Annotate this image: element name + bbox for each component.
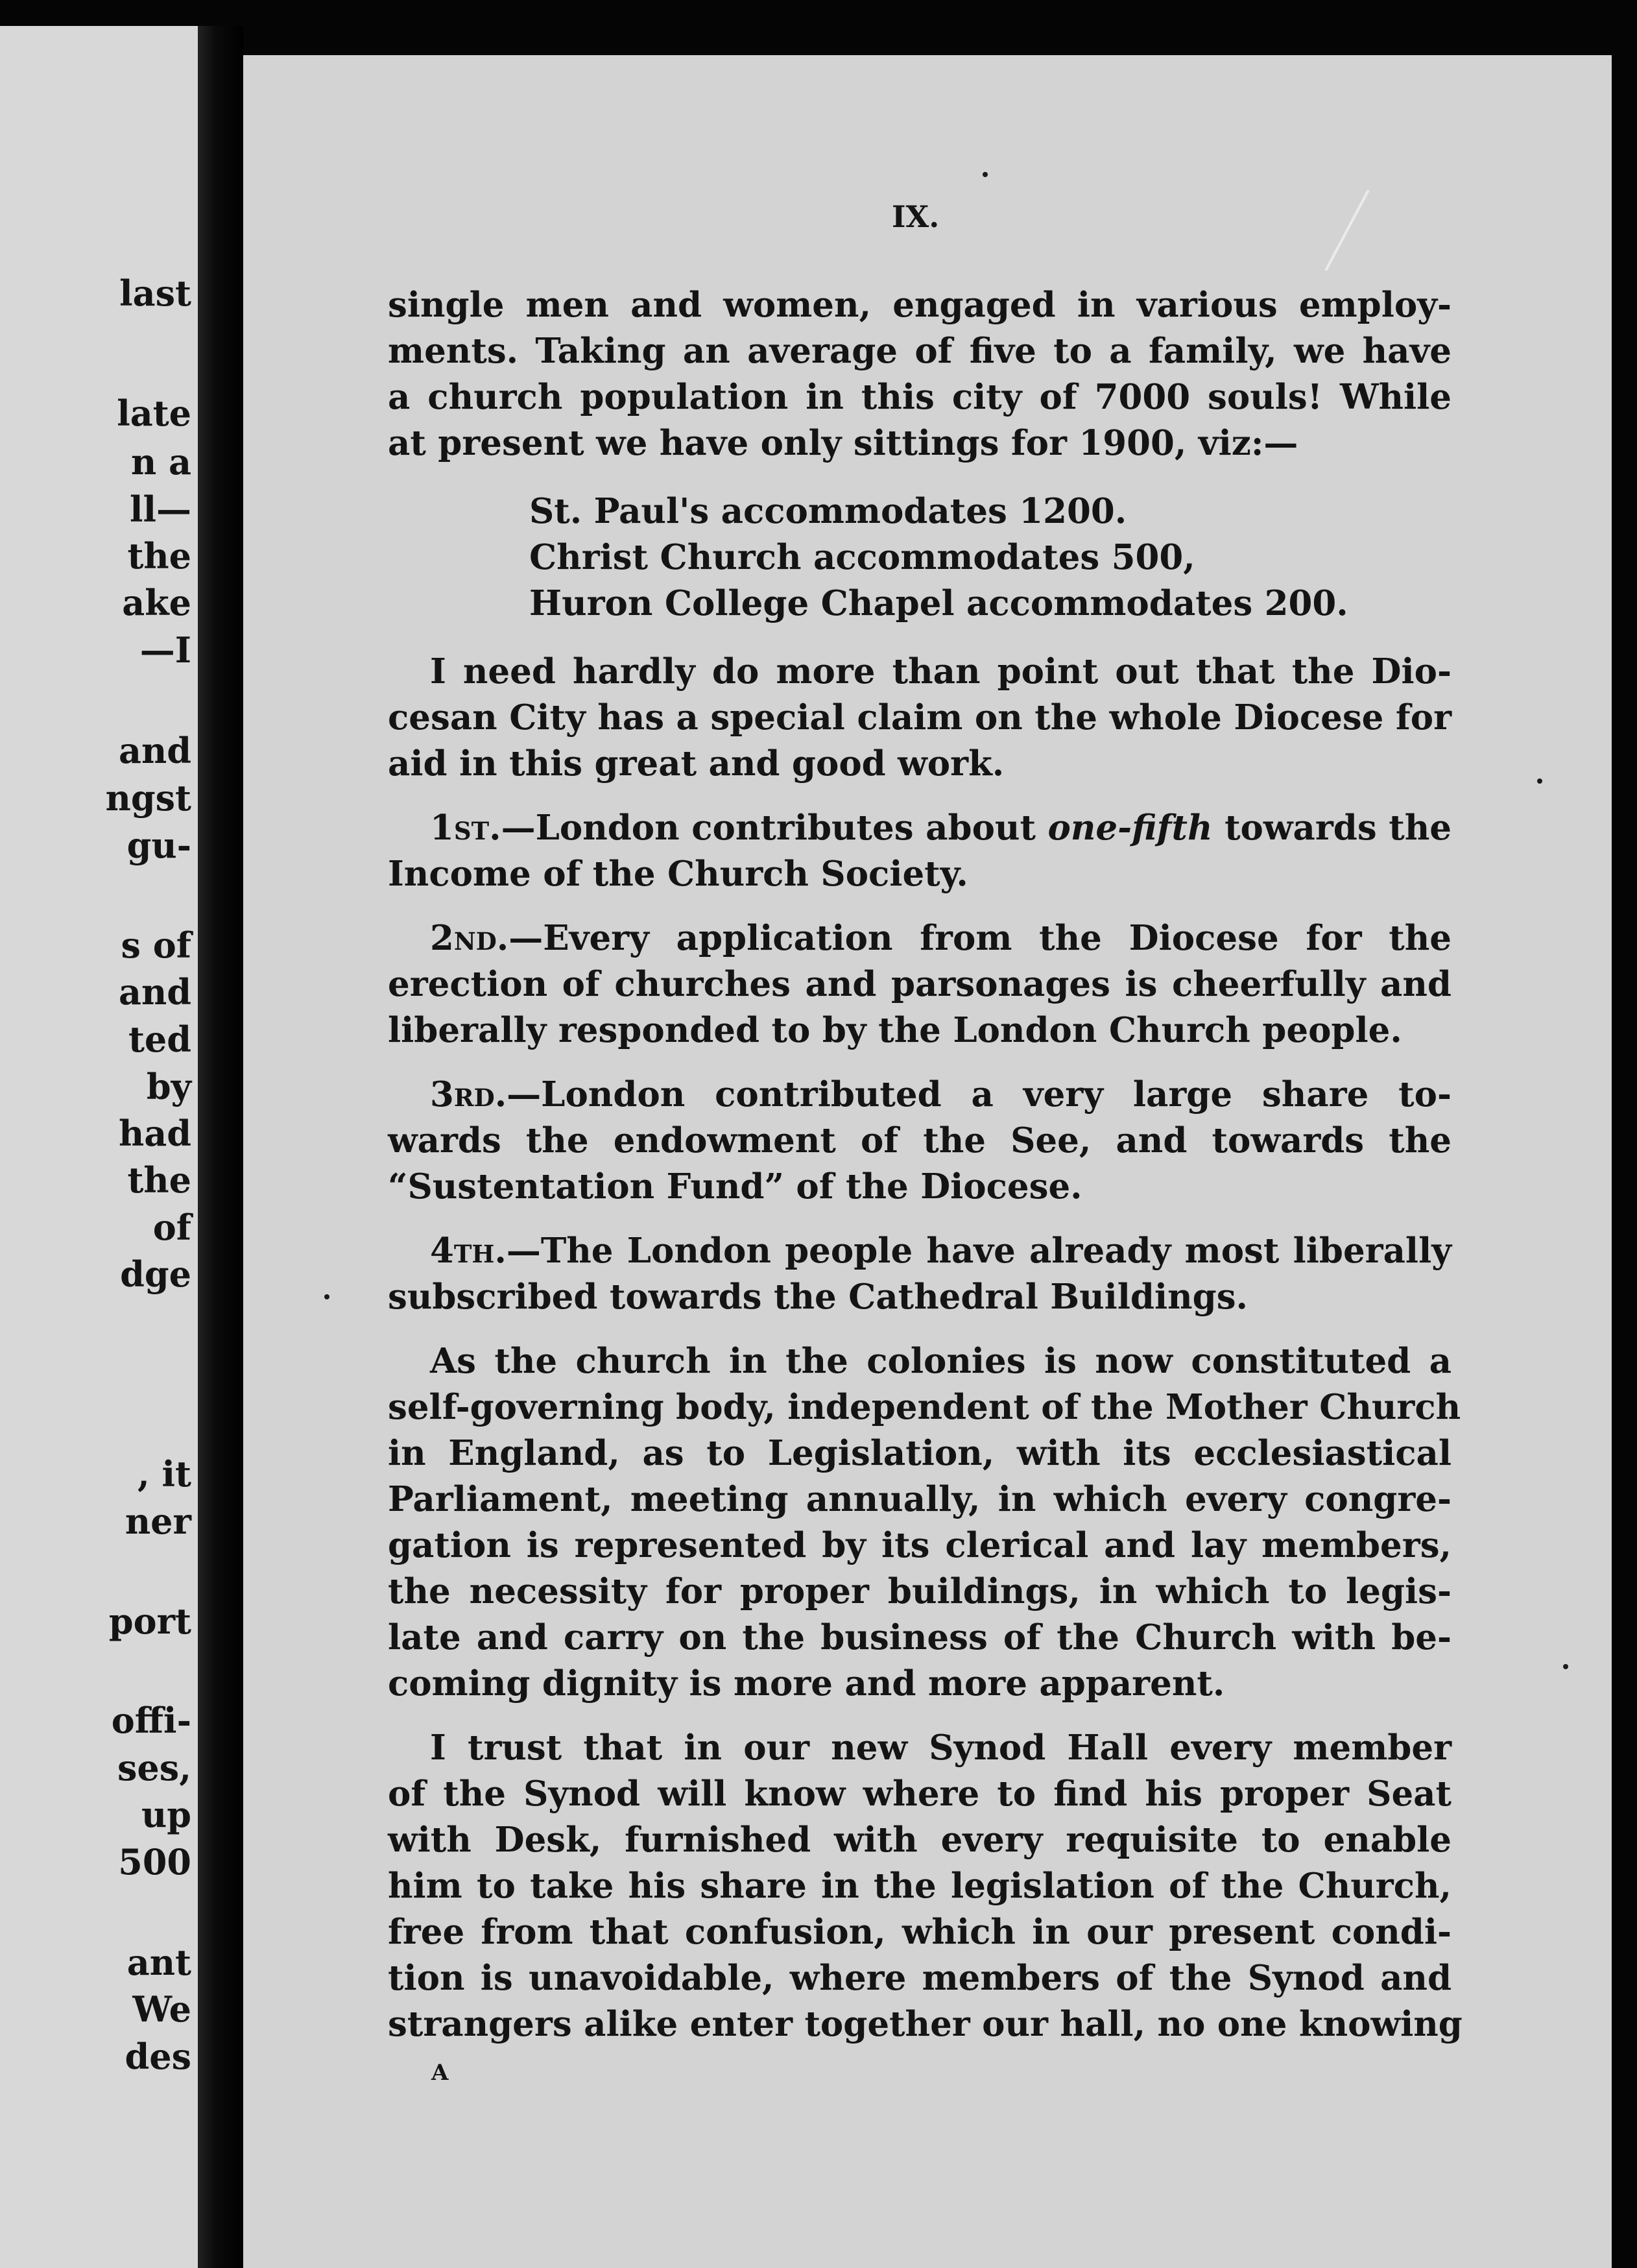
text-line: subscribed towards the Cathedral Buildings. (388, 1277, 1248, 1317)
text-line: I need hardly do more than point out that the Dio- (430, 651, 1452, 692)
prev-page-fragment: We (132, 1988, 191, 2030)
prev-page-fragment: port (108, 1600, 191, 1642)
book-gutter (198, 26, 243, 2268)
text-line: at present we have only sittings for 1900, viz:— (388, 423, 1298, 463)
prev-page-fragment: ll— (129, 489, 191, 530)
text-line: I trust that in our new Synod Hall every member (430, 1728, 1452, 1768)
text-line: self-governing body, independent of the Mother Church (388, 1387, 1461, 1427)
prev-page-fragment: ant (126, 1942, 191, 1983)
prev-page-fragment: ake (122, 582, 191, 623)
signature-mark: A (431, 2060, 449, 2086)
text-line (388, 915, 1452, 961)
text-line: As the church in the colonies is now constituted a (430, 1341, 1452, 1381)
text-line: gation is represented by its clerical and lay members, (388, 1525, 1452, 1565)
book-page (243, 55, 1612, 2268)
scan-scratch-mark (1324, 189, 1369, 271)
prev-page-fragment: n a (130, 441, 191, 483)
text-line: ments. Taking an average of five to a family, we have (388, 331, 1452, 371)
page-folio: IX. (892, 199, 940, 234)
text-line: cesan City has a special claim on the whole Diocese for (388, 697, 1452, 738)
text-line: aid in this great and good work. (388, 743, 1005, 784)
prev-page-fragment: ner (125, 1501, 191, 1542)
text-line: a church population in this city of 7000 souls! While (388, 377, 1452, 417)
prev-page-fragment: 500 (118, 1841, 191, 1883)
prev-page-fragment: ted (128, 1019, 191, 1060)
text-line: wards the endowment of the See, and towards the (388, 1120, 1452, 1161)
prev-page-fragment: ses, (117, 1747, 191, 1789)
claim-item-4 (388, 1228, 1452, 1320)
prev-page-fragment: ngst (105, 777, 191, 819)
text-line: him to take his share in the legislation of the Church, (388, 1866, 1452, 1906)
sittings-item: St. Paul's accommodates 1200. (529, 491, 1127, 531)
sittings-item: Huron College Chapel accommodates 200. (529, 583, 1348, 623)
sittings-list (388, 489, 1452, 627)
prev-page-fragment: the (127, 1159, 191, 1201)
item-text: towards the (1212, 808, 1452, 848)
scan-speck (324, 1294, 329, 1299)
prev-page-fragment: late (117, 392, 191, 434)
prev-page-fragment: , it (137, 1453, 191, 1495)
scan-speck (1563, 1664, 1568, 1669)
text-line: with Desk, furnished with every requisite to enable (388, 1820, 1452, 1860)
item-ordinal: 3rd. (430, 1074, 507, 1115)
claim-item-3 (388, 1072, 1452, 1210)
item-text: —The London people have already most liberally (506, 1231, 1452, 1271)
item-text: —London contributes about (501, 808, 1048, 848)
text-line: free from that confusion, which in our present condi- (388, 1912, 1452, 1952)
prev-page-fragment: —I (139, 629, 191, 671)
prev-page-fragment: by (146, 1066, 191, 1107)
opening-paragraph (388, 282, 1452, 466)
text-line: of the Synod will know where to find his proper Seat (388, 1774, 1452, 1814)
text-line: single men and women, engaged in various employ- (388, 285, 1452, 325)
prev-page-fragment: s of (121, 924, 191, 966)
claim-item-2 (388, 915, 1452, 1054)
item-ordinal: 4th. (430, 1231, 507, 1271)
text-line: erection of churches and parsonages is cheerfully and (388, 964, 1452, 1004)
item-ordinal: 2nd. (430, 918, 509, 958)
text-line: late and carry on the business of the Church with be- (388, 1617, 1452, 1658)
prev-page-fragment: and (118, 730, 191, 771)
prev-page-fragment: and (118, 971, 191, 1013)
synod-paragraph (388, 1725, 1463, 2047)
scan-speck (1537, 778, 1542, 784)
text-line (388, 805, 1452, 851)
colonies-paragraph (388, 1338, 1461, 1707)
prev-page-fragment: gu- (126, 825, 191, 866)
prev-page-fragment: up (141, 1794, 191, 1835)
text-line: “Sustentation Fund” of the Diocese. (388, 1166, 1082, 1207)
prev-page-fragment: of (152, 1207, 191, 1248)
claim-paragraph (388, 649, 1452, 787)
prev-page-fragment: last (119, 272, 191, 314)
text-line: strangers alike enter together our hall, no one knowing (388, 2004, 1463, 2044)
scan-speck (983, 172, 988, 177)
text-line (388, 1228, 1452, 1274)
prev-page-fragment: the (127, 535, 191, 577)
text-line: Parliament, meeting annually, in which every congre- (388, 1479, 1452, 1519)
text-line: Income of the Church Society. (388, 854, 968, 894)
text-line: in England, as to Legislation, with its ecclesiastical (388, 1433, 1452, 1473)
item-text: —Every application from the Diocese for the (508, 918, 1452, 958)
prev-page-fragment: offi- (111, 1700, 191, 1741)
previous-page-edge (0, 26, 198, 2268)
item-text: —London contributed a very large share to- (507, 1074, 1452, 1115)
sittings-item: Christ Church accommodates 500, (529, 537, 1195, 577)
prev-page-fragment: dge (120, 1253, 191, 1295)
page-body-text (388, 282, 1463, 2047)
text-line: tion is unavoidable, where members of the Synod and (388, 1958, 1452, 1998)
prev-page-fragment: had (118, 1113, 191, 1154)
item-emphasis: one-fifth (1047, 808, 1213, 848)
text-line: liberally responded to by the London Church people. (388, 1010, 1402, 1050)
item-ordinal: 1st. (430, 808, 501, 848)
text-line (388, 1072, 1452, 1118)
prev-page-fragment: des (125, 2036, 191, 2077)
text-line: the necessity for proper buildings, in which to legis- (388, 1571, 1452, 1611)
claim-item-1 (388, 805, 1452, 897)
text-line: coming dignity is more and more apparent. (388, 1663, 1225, 1704)
